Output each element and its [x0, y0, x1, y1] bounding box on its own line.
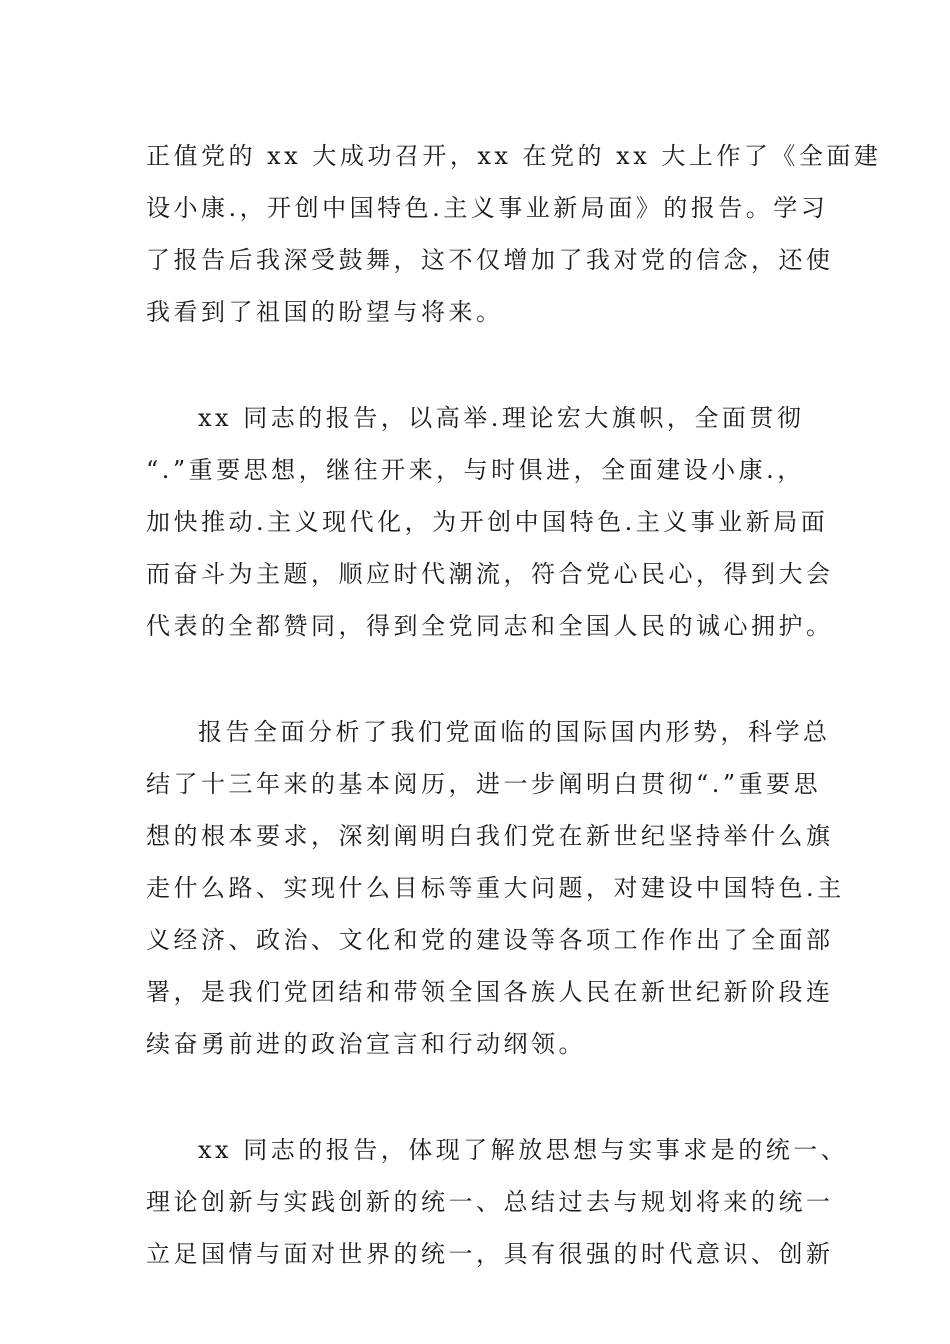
- text-line: 正值党的 xx 大成功召开，xx 在党的 xx 大上作了《全面建: [146, 142, 882, 170]
- document-body: [146, 130, 882, 1334]
- text-line: 而奋斗为主题，顺应时代潮流，符合党心民心，得到大会: [146, 560, 834, 588]
- text-line: 加快推动.主义现代化，为开创中国特色.主义事业新局面: [146, 508, 829, 536]
- text-line: xx 同志的报告，体现了解放思想与实事求是的统一、: [198, 1136, 849, 1164]
- text-line: 署，是我们党团结和带领全国各族人民在新世纪新阶段连: [146, 978, 834, 1006]
- text-line: 义经济、政治、文化和党的建设等各项工作作出了全面部: [146, 926, 834, 954]
- text-line: “.”重要思想，继往开来，与时俱进，全面建设小康.，: [146, 456, 805, 484]
- text-line: 立足国情与面对世界的统一，具有很强的时代意识、创新: [146, 1240, 834, 1268]
- paragraph-1: [146, 130, 882, 338]
- text-line: 报告全面分析了我们党面临的国际国内形势，科学总: [198, 718, 831, 746]
- paragraph-2: [146, 392, 834, 652]
- paragraph-3: [146, 706, 845, 1070]
- text-line: 代表的全都赞同，得到全党同志和全国人民的诚心拥护。: [146, 612, 834, 640]
- text-line: 我看到了祖国的盼望与将来。: [146, 298, 504, 326]
- text-line: 结了十三年来的基本阅历，进一步阐明白贯彻“.”重要思: [146, 770, 822, 798]
- text-line: 了报告后我深受鼓舞，这不仅增加了我对党的信念，还使: [146, 246, 834, 274]
- text-line: 设小康.，开创中国特色.主义事业新局面》的报告。学习: [146, 194, 829, 222]
- text-line: 理论创新与实践创新的统一、总结过去与规划将来的统一: [146, 1188, 834, 1216]
- paragraph-4: [146, 1124, 849, 1280]
- text-line: 走什么路、实现什么目标等重大问题，对建设中国特色.主: [146, 874, 845, 902]
- text-line: 续奋勇前进的政治宣言和行动纲领。: [146, 1030, 586, 1058]
- text-line: xx 同志的报告，以高举.理论宏大旗帜，全面贯彻: [198, 404, 805, 432]
- text-line: 想的根本要求，深刻阐明白我们党在新世纪坚持举什么旗: [146, 822, 834, 850]
